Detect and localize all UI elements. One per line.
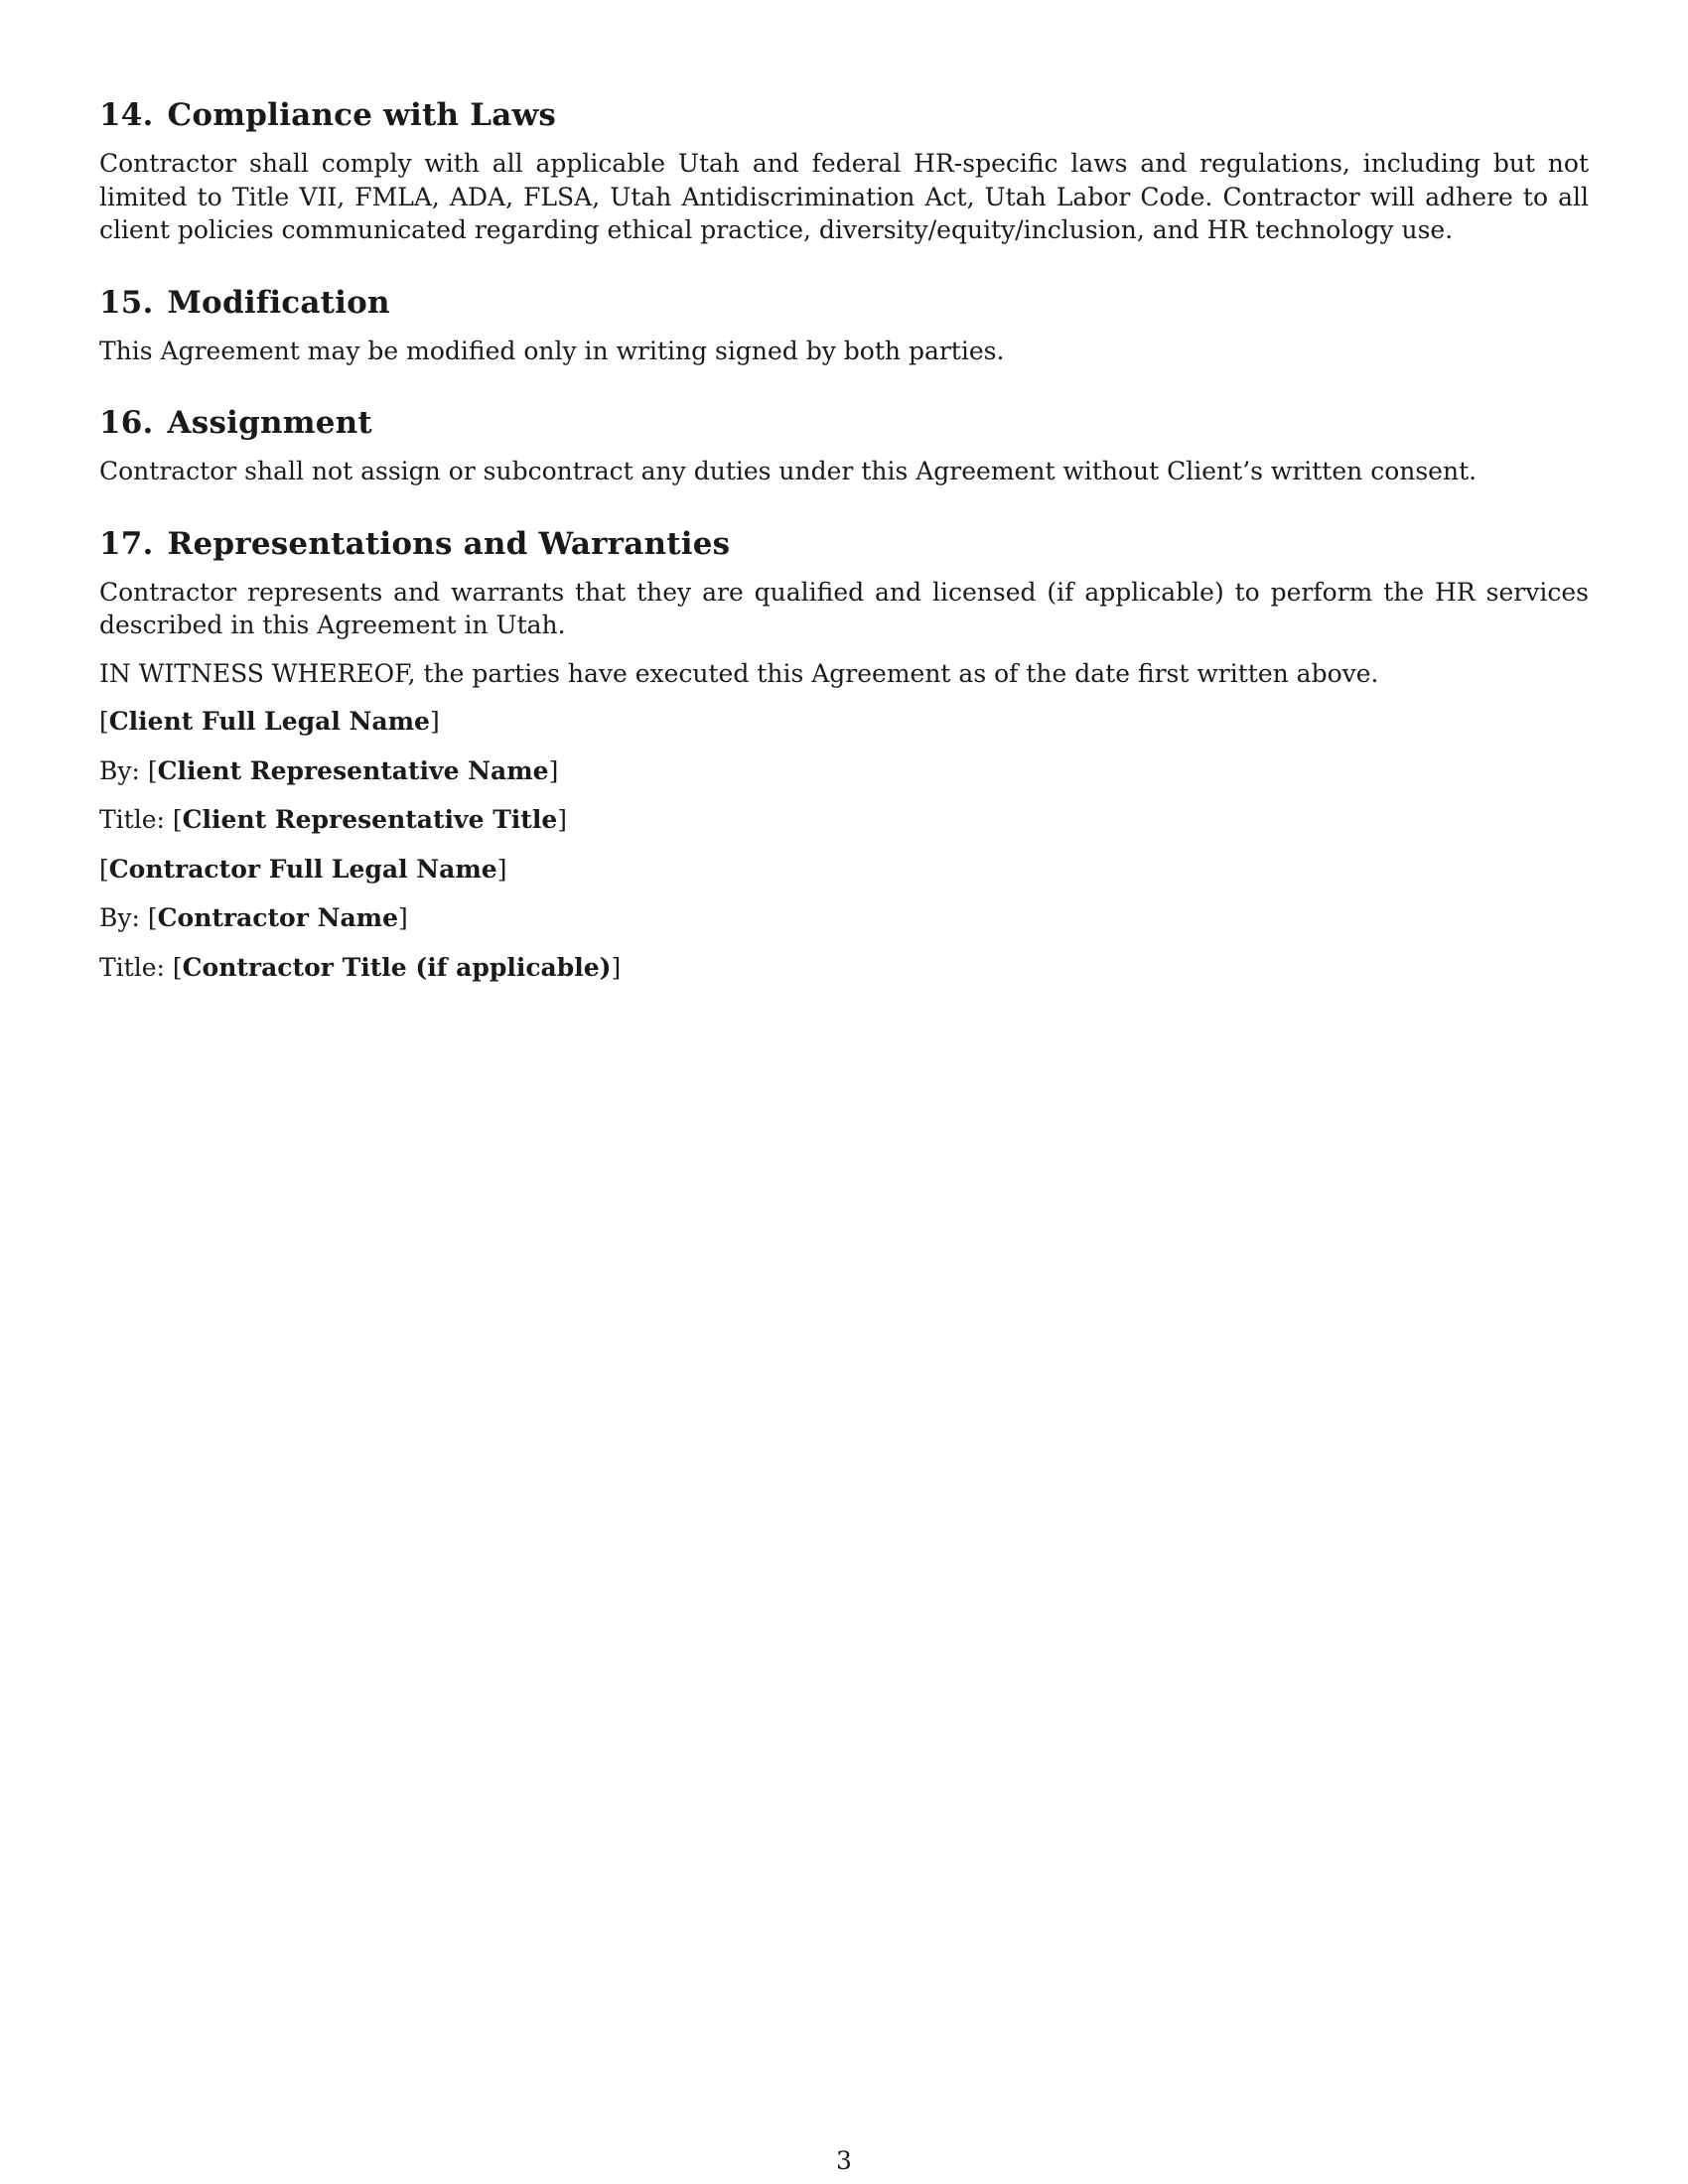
contractor-title-line: Title: [Contractor Title (if applicable)]	[99, 952, 622, 982]
document-page	[99, 95, 1589, 1000]
section-number: 14.	[99, 97, 154, 133]
section-15	[99, 283, 1589, 368]
section-number: 17.	[99, 525, 154, 562]
client-representative-title: Client Representative Title	[182, 805, 558, 834]
signature-block-contractor	[99, 853, 1589, 985]
section-paragraph: Contractor shall not assign or subcontract any duties under this Agreement without Client’s written consent.	[99, 457, 1477, 485]
section-heading	[99, 524, 1589, 564]
section-heading	[99, 95, 1589, 135]
page-number: 3	[836, 2146, 852, 2175]
section-paragraph: Contractor represents and warrants that they are qualified and licensed (if applicable) to perform the HR services described in this Agreement in Utah.	[99, 577, 1589, 639]
section-title: Modification	[167, 284, 390, 321]
client-title-line: Title: [Client Representative Title]	[99, 805, 568, 834]
client-representative-name: Client Representative Name	[157, 755, 549, 785]
section-number: 16.	[99, 405, 154, 441]
section-16	[99, 403, 1589, 488]
section-heading	[99, 283, 1589, 323]
contractor-name: Contractor Name	[157, 903, 399, 932]
section-paragraph: This Agreement may be modified only in writing signed by both parties.	[99, 336, 1005, 365]
witness-clause: IN WITNESS WHEREOF, the parties have executed this Agreement as of the date first written above.	[99, 658, 1379, 688]
client-by-line: By: [Client Representative Name]	[99, 755, 559, 785]
signature-block-client	[99, 705, 1589, 837]
section-title: Assignment	[167, 405, 372, 441]
title-label: Title:	[99, 952, 165, 982]
client-legal-name: Client Full Legal Name	[108, 707, 430, 736]
contractor-by-line: By: [Contractor Name]	[99, 903, 408, 932]
contractor-legal-name: Contractor Full Legal Name	[108, 854, 497, 884]
section-heading	[99, 403, 1589, 443]
section-17	[99, 524, 1589, 691]
section-paragraph: Contractor shall comply with all applicable Utah and federal HR-specific laws and regulations, including but not limited to Title VII, FMLA, ADA, FLSA, Utah Antidiscrimination Act, Utah Labor Code. Contractor will adhere to all client policies communicated regarding ethical practice, diversity/equity/inclusion, and HR technology use.	[99, 149, 1589, 244]
section-title: Representations and Warranties	[167, 525, 731, 562]
section-14	[99, 95, 1589, 247]
contractor-title: Contractor Title (if applicable)	[182, 952, 612, 982]
by-label: By:	[99, 755, 140, 785]
section-number: 15.	[99, 284, 154, 321]
client-name-line: [Client Full Legal Name]	[99, 707, 440, 736]
by-label: By:	[99, 903, 140, 932]
contractor-name-line: [Contractor Full Legal Name]	[99, 854, 507, 884]
section-title: Compliance with Laws	[167, 97, 557, 133]
title-label: Title:	[99, 805, 165, 834]
